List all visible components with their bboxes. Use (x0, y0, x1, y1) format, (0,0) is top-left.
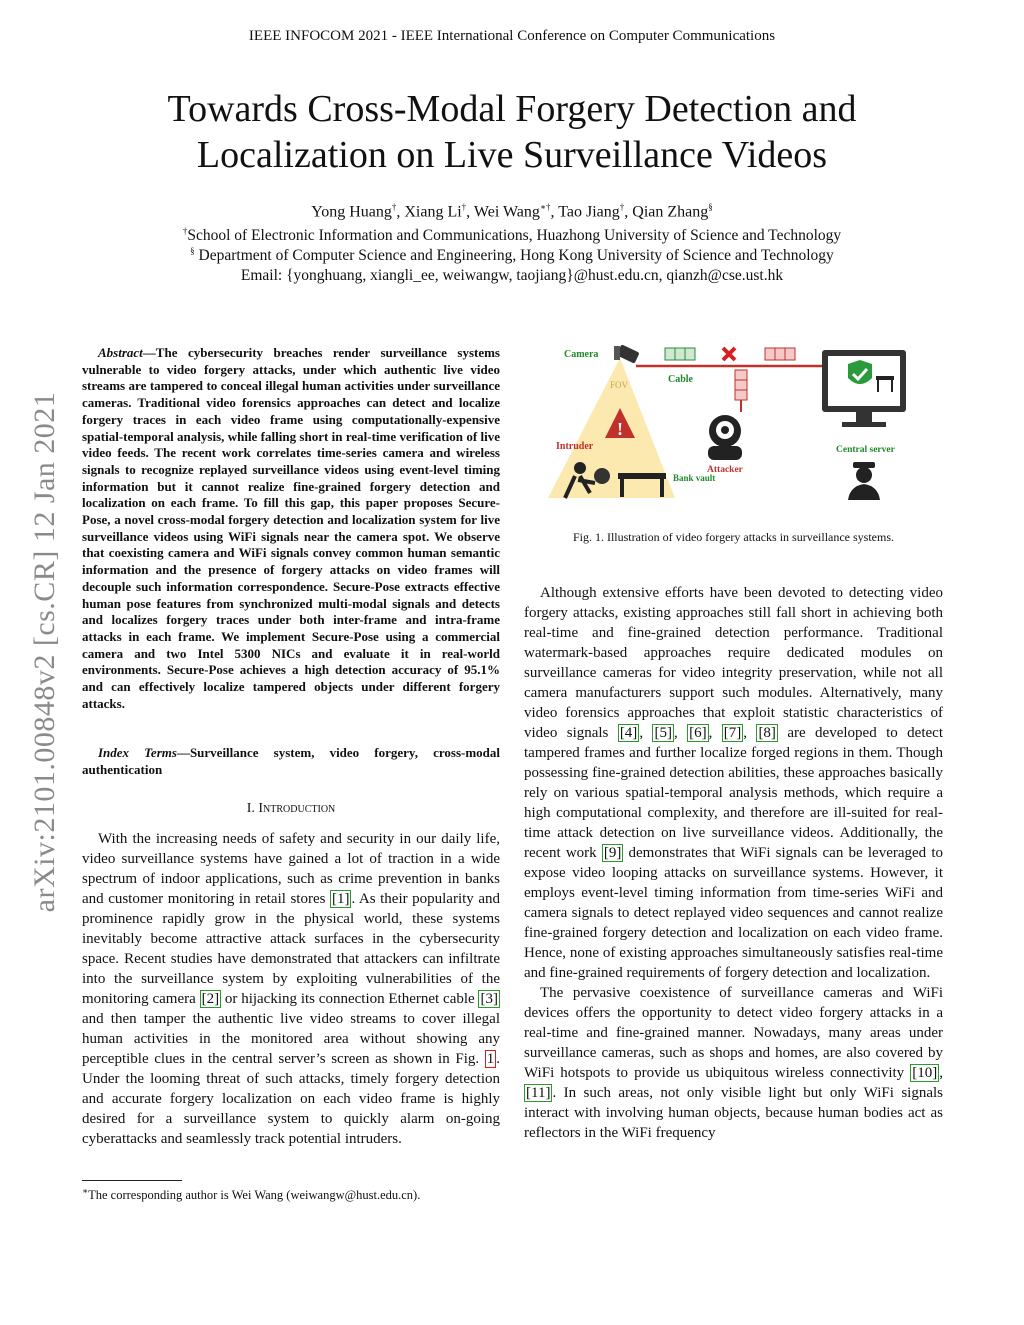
citation-link[interactable]: [4] (619, 725, 638, 741)
bank-vault-label: Bank vault (673, 473, 716, 483)
citation-link[interactable]: [5] (654, 725, 672, 741)
affiliation-1: †School of Electronic Information and Communications, Huazhong University of Science and Technology (182, 226, 842, 245)
author-name: Tao Jiang (558, 203, 620, 221)
index-terms-label: Index Terms (98, 745, 177, 760)
author-name: Qian Zhang (632, 203, 709, 221)
forged-frames-icon (765, 348, 795, 360)
central-server-label: Central server (836, 445, 895, 455)
svg-text:!: ! (617, 419, 623, 439)
arxiv-stamp: arXiv:2101.00848v2 [cs.CR] 12 Jan 2021 (28, 391, 61, 913)
camera-label: Camera (564, 349, 599, 360)
citation-link[interactable]: [6] (689, 725, 707, 741)
index-terms (82, 745, 500, 778)
shield-check-icon (848, 360, 872, 384)
citation-link[interactable]: [10] (912, 1065, 938, 1081)
index-terms-text: —Surveillance system, video forgery, cross-modal authentication (82, 745, 501, 777)
citation-link[interactable]: [9] (603, 845, 622, 861)
figure-link[interactable]: 1 (486, 1051, 495, 1067)
cross-icon (723, 348, 735, 360)
attacker-icon (708, 415, 742, 460)
body-paragraph: The pervasive coexistence of surveillance cameras and WiFi devices offers the opportunity to detect video forgery attacks in a real-time and fine-grained manner. Nowadays, many areas under surveillance cameras, such as shops and homes, are also covered by WiFi hotspots to provide us ubiquitous wireless connectivity [10] , [11] . In such areas, not only visible light but only WiFi signals interact with involving human objects, because human bodies act as reflectors in the WiFi frequency (524, 985, 943, 1141)
intruder-label: Intruder (556, 441, 594, 452)
paper-title: Towards Cross-Modal Forgery Detection and Localization on Live Surveillance Videos (167, 88, 857, 176)
abstract-label: Abstract (98, 345, 143, 360)
email-line: Email: {yonghuang, xiangli_ee, weiwangw, taojiang}@hust.edu.cn, qianzh@cse.ust.hk (240, 267, 784, 284)
authentic-frames-icon (665, 348, 695, 360)
body-paragraph: Although extensive efforts have been devoted to detecting video forgery attacks, existing approaches still fall short in achieving both real-time and fine-grained detection performance. Traditional watermark-based approaches require dedicated modules on surveillance cameras for video integrity preservation, while not all camera manufacturers support such modules. Alternatively, many video forensics approaches that exploit statistic characteristics of video signals [4] , [5] , [6] , [7] , [8] are developed to detect tampered frames and further localize forged regions in them. Though possessing fine-grained detection abilities, these approaches basically rely on various spatial-temporal analysis methods, which require a high computational complexity, and therefore are ill-suited for real-time attack detection on live surveillance videos. Additionally, the recent work [9] demonstrates that WiFi signals can be leveraged to expose video looping attacks on surveillance systems. However, it employs event-level timing information from time-series WiFi and camera signals to detect replayed video sequences and cannot realize fine-grained forgery detection and localization on each video frame. Hence, none of existing approaches simultaneously satisfies real-time and fine-grained requirements of forgery detection and localization. (524, 585, 944, 981)
cable-label: Cable (668, 374, 693, 385)
citation-link[interactable]: [2] (201, 991, 220, 1007)
author-name: Xiang Li (404, 203, 462, 221)
figure-caption: Fig. 1. Illustration of video forgery attacks in surveillance systems. (572, 530, 895, 544)
right-column (524, 583, 943, 1143)
intro-paragraph: With the increasing needs of safety and security in our daily life, video surveillance systems have gained a lot of traction in a wide spectrum of indoor applications, such as crime prevention in banks and customer monitoring in retail stores [1] . As their popularity and prominence rapidly grow in the physical world, these systems inevitably become attractive attack surfaces in the cybersecurity space. Recent studies have demonstrated that attackers can infiltrate into the surveillance system by exploiting vulnerabilities of the monitoring camera [2] or hijacking its connection Ethernet cable [3] and then tamper the authentic live video streams to cover illegal human activities in the monitored area without showing any perceptible clues in the central server’s screen as shown in Fig. 1 . Under the looming threat of such attacks, timely forgery detection and accurate forgery localization on each video frame is highly desired for a surveillance system to quickly alarm on-going cyberattacks and seamlessly track potential intruders. (82, 831, 500, 1147)
attacker-label: Attacker (707, 465, 743, 475)
citation-link[interactable]: [1] (331, 891, 350, 907)
citation-link[interactable]: [3] (480, 991, 498, 1007)
abstract (82, 345, 500, 712)
citation-link[interactable]: [8] (758, 725, 776, 741)
fov-label: FOV (610, 380, 629, 390)
conference-header: IEEE INFOCOM 2021 - IEEE International Conference on Computer Communications (248, 28, 776, 44)
guard-icon (848, 462, 880, 500)
footnote: ∗The corresponding author is Wei Wang (weiwangw@hust.edu.cn). (82, 1186, 421, 1203)
injected-frames-icon (735, 370, 747, 412)
citation-link[interactable]: [7] (723, 725, 742, 741)
camera-icon (614, 344, 640, 363)
footnote-rule (82, 1180, 182, 1181)
citation-link[interactable]: [11] (526, 1085, 551, 1101)
affiliation-2: § Department of Computer Science and Engineering, Hong Kong University of Science and Technology (190, 246, 834, 265)
author-list: Yong Huang†, Xiang Li†, Wei Wang∗†, Tao Jiang†, Qian Zhang§ (311, 202, 713, 221)
abstract-text: —The cybersecurity breaches render surveillance systems vulnerable to video forgery attacks, under which authentic live video streams are tampered to conceal illegal human activities under surveillance cameras. Traditional video forensics approaches can detect and localize forgery traces in each video frame using computationally-expensive spatial-temporal analysis, while falling short in real-time verification of live video feeds. The recent work correlates time-series camera and wireless signals to recognize replayed surveillance videos using event-level timing information but it cannot realize fine-grained forgery detection and localization on each frame. To fill this gap, this paper proposes Secure-Pose, a novel cross-modal forgery detection and localization system for live surveillance videos using WiFi signals near the camera spot. We observe that coexisting camera and WiFi signals convey common human semantic information and the presence of forgery attacks on video frames will decouple such information correspondence. Secure-Pose extracts effective human pose features from synchronized multi-modal signals and detects and localizes forgery traces under both inter-frame and intra-frame attacks in each frame. We implement Secure-Pose using a commercial camera and two Intel 5300 NICs and evaluate it in real-world environments. Secure-Pose achieves a high detection accuracy of 95.1% and can effectively localize tampered objects under different forgery attacks. (82, 345, 500, 711)
figure-1-illustration (540, 338, 940, 518)
author-name: Wei Wang (473, 203, 540, 221)
author-name: Yong Huang (311, 203, 392, 221)
section-heading: I. Introduction (246, 801, 336, 816)
